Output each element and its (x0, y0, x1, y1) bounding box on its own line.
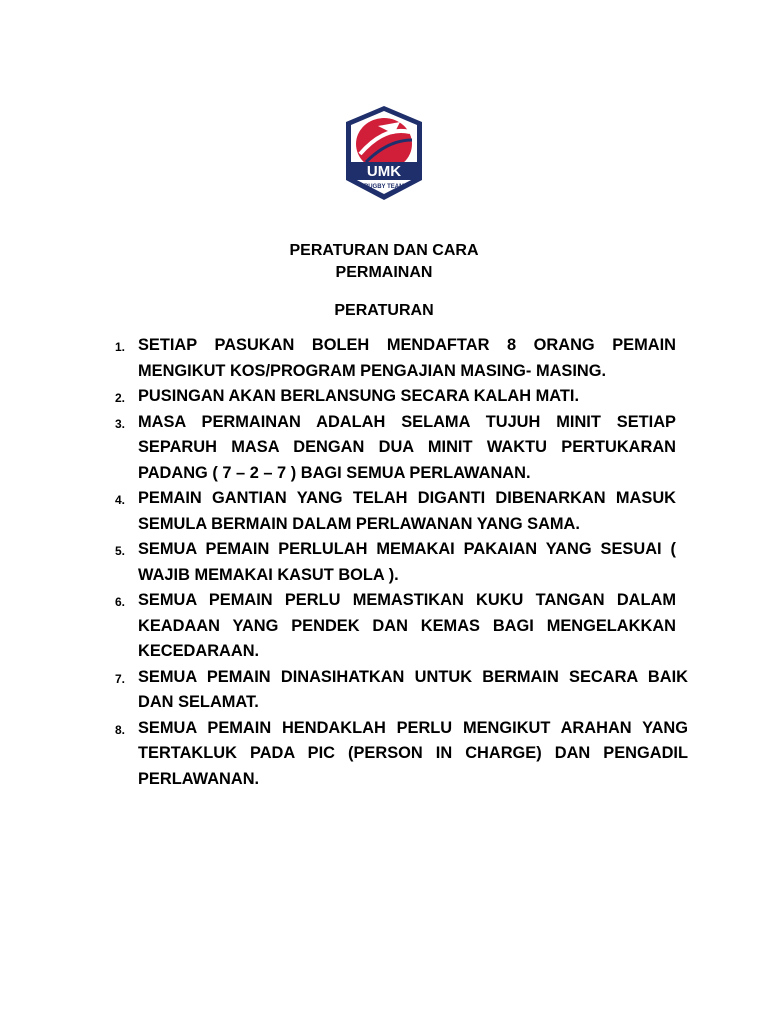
rule-text: SETIAP PASUKAN BOLEH MENDAFTAR 8 ORANG PEMAIN MENGIKUT KOS/PROGRAM PENGAJIAN MASING- MASING. (138, 336, 676, 380)
logo-text: UMK (366, 163, 402, 180)
rule-number: 1. (115, 340, 126, 354)
section-heading: PERATURAN (334, 302, 434, 319)
rule-item (108, 537, 676, 588)
rule-number: 7. (115, 671, 126, 686)
document-title (0, 240, 768, 284)
title-line-1: PERATURAN DAN CARA (289, 242, 479, 259)
rule-number: 8. (115, 722, 126, 737)
rule-text: PEMAIN GANTIAN YANG TELAH DIGANTI DIBENARKAN MASUK SEMULA BERMAIN DALAM PERLAWANAN YANG SAMA. (138, 489, 676, 533)
rule-text: PUSINGAN AKAN BERLANSUNG SECARA KALAH MATI. (138, 387, 580, 405)
rule-item (108, 333, 676, 384)
rule-text: SEMUA PEMAIN PERLU MEMASTIKAN KUKU TANGAN DALAM KEADAAN YANG PENDEK DAN KEMAS BAGI MENGELAKKAN KECEDARAAN. (138, 591, 676, 660)
rule-item (108, 384, 676, 410)
rule-number: 3. (115, 416, 126, 431)
rule-number: 5. (115, 544, 126, 558)
rule-text: MASA PERMAINAN ADALAH SELAMA TUJUH MINIT SETIAP SEPARUH MASA DENGAN DUA MINIT WAKTU PERTUKARAN PADANG ( 7 – 2 – 7 ) BAGI SEMUA PERLAWANAN. (138, 412, 676, 482)
rule-item (108, 486, 676, 537)
rule-item (108, 716, 688, 793)
title-line-2: PERMAINAN (335, 264, 433, 281)
rule-text: SEMUA PEMAIN HENDAKLAH PERLU MENGIKUT ARAHAN YANG TERTAKLUK PADA PIC (PERSON IN CHARGE) DAN PENGADIL PERLAWANAN. (138, 718, 688, 788)
logo-subtext: RUGBY TEAM (363, 184, 405, 190)
rule-number: 4. (115, 493, 126, 507)
rule-item (108, 665, 688, 716)
umk-rugby-team-logo (338, 96, 430, 208)
rule-item (108, 588, 676, 665)
rugby-shield-icon (338, 96, 430, 208)
rule-number: 2. (115, 391, 126, 405)
rule-number: 6. (115, 595, 126, 609)
rule-text: SEMUA PEMAIN PERLULAH MEMAKAI PAKAIAN YANG SESUAI ( WAJIB MEMAKAI KASUT BOLA ). (138, 540, 676, 584)
rules-list (108, 333, 688, 792)
rule-item (108, 410, 676, 487)
rule-text: SEMUA PEMAIN DINASIHATKAN UNTUK BERMAIN SECARA BAIK DAN SELAMAT. (138, 667, 688, 711)
